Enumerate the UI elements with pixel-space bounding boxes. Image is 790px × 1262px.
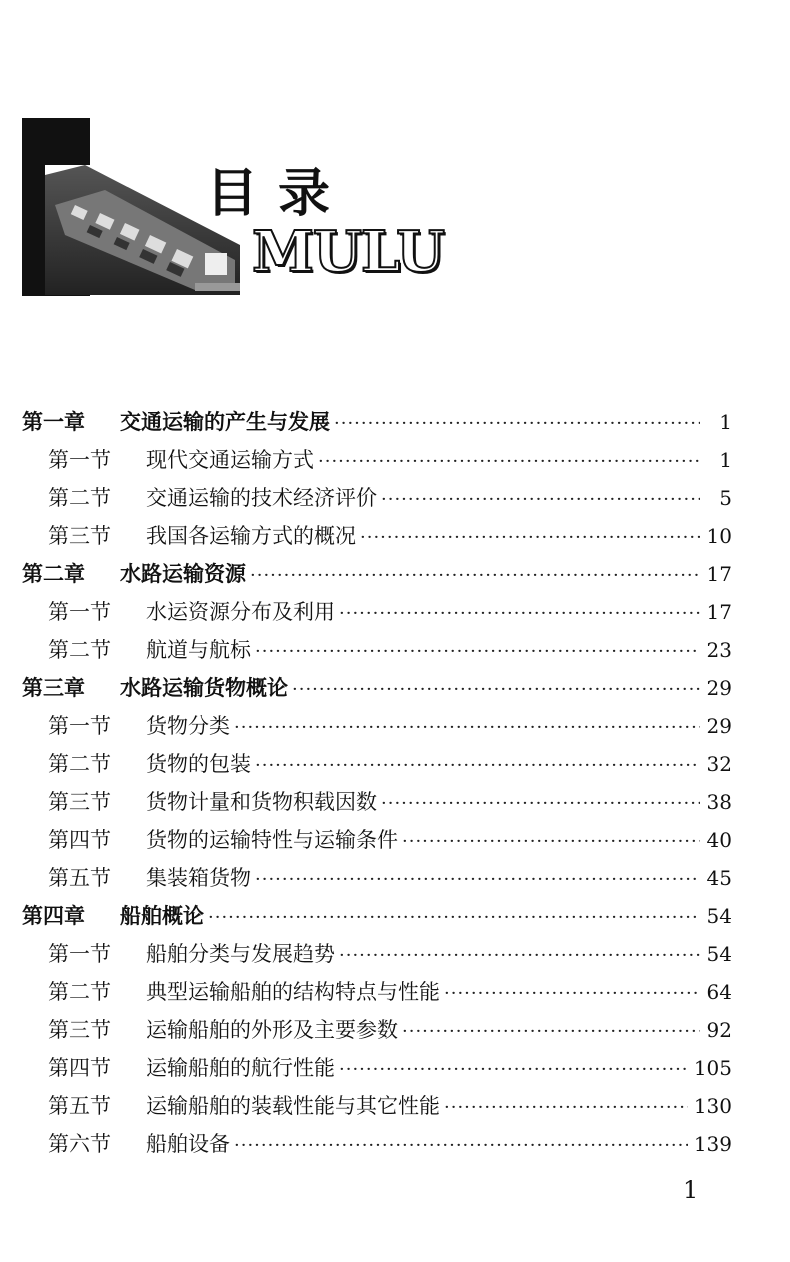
- toc-leader-dots: [255, 861, 700, 899]
- toc-entry-page: 139: [693, 1132, 732, 1156]
- toc-leader-dots: [255, 633, 700, 671]
- toc-section-entry: [22, 1087, 732, 1125]
- toc-entry-page: 23: [706, 638, 732, 662]
- toc-entry-number: 第一章: [22, 410, 85, 434]
- toc-entry-number: 第一节: [48, 600, 111, 624]
- toc-leader-dots: [292, 671, 700, 709]
- toc-entry-title: 运输船舶的外形及主要参数: [146, 1018, 398, 1042]
- toc-entry-page: 54: [706, 942, 732, 966]
- toc-entry-number: 第二节: [48, 638, 111, 662]
- toc-leader-dots: [381, 785, 700, 823]
- toc-leader-dots: [334, 405, 700, 443]
- toc-entry-number: 第三章: [22, 676, 85, 700]
- toc-entry-title: 航道与航标: [146, 638, 251, 662]
- toc-entry-page: 105: [693, 1056, 732, 1080]
- toc-leader-dots: [339, 1051, 688, 1089]
- toc-entry-page: 1: [719, 410, 732, 434]
- toc-section-entry: [22, 479, 732, 517]
- toc-entry-title: 典型运输船舶的结构特点与性能: [146, 980, 440, 1004]
- toc-leader-dots: [255, 747, 700, 785]
- toc-section-entry: [22, 631, 732, 669]
- toc-section-entry: [22, 973, 732, 1011]
- toc-entry-number: 第四节: [48, 828, 111, 852]
- toc-entry-title: 交通运输的技术经济评价: [146, 486, 377, 510]
- toc-entry-number: 第五节: [48, 1094, 111, 1118]
- toc-entry-number: 第三节: [48, 1018, 111, 1042]
- toc-entry-number: 第一节: [48, 942, 111, 966]
- toc-entry-number: 第二章: [22, 562, 85, 586]
- toc-entry-number: 第二节: [48, 752, 111, 776]
- toc-chapter-entry: [22, 897, 732, 935]
- toc-entry-page: 54: [706, 904, 732, 928]
- toc-entry-number: 第一节: [48, 714, 111, 738]
- toc-entry-title: 货物分类: [146, 714, 230, 738]
- toc-entry-number: 第四章: [22, 904, 85, 928]
- toc-leader-dots: [339, 937, 700, 975]
- toc-entry-page: 17: [706, 562, 732, 586]
- toc-leader-dots: [381, 481, 700, 519]
- toc-leader-dots: [234, 1127, 688, 1165]
- toc-entry-number: 第六节: [48, 1132, 111, 1156]
- toc-entry-page: 64: [706, 980, 732, 1004]
- toc-chapter-entry: [22, 403, 732, 441]
- toc-leader-dots: [234, 709, 700, 747]
- toc-entry-page: 130: [693, 1094, 732, 1118]
- toc-entry-page: 17: [706, 600, 732, 624]
- toc-entry-title: 集装箱货物: [146, 866, 251, 890]
- toc-entry-title: 我国各运输方式的概况: [146, 524, 356, 548]
- toc-section-entry: [22, 1125, 732, 1163]
- toc-leader-dots: [444, 1089, 688, 1127]
- toc-entry-title: 水运资源分布及利用: [146, 600, 335, 624]
- toc-leader-dots: [339, 595, 700, 633]
- toc-chapter-entry: [22, 669, 732, 707]
- toc-entry-page: 29: [706, 714, 732, 738]
- toc-entry-title: 运输船舶的装载性能与其它性能: [146, 1094, 440, 1118]
- page-title-chinese: 目录: [206, 164, 351, 224]
- toc-entry-page: 5: [719, 486, 732, 510]
- toc-entry-number: 第二节: [48, 486, 111, 510]
- toc-entry-number: 第五节: [48, 866, 111, 890]
- toc-entry-title: 货物计量和货物积载因数: [146, 790, 377, 814]
- toc-entry-number: 第四节: [48, 1056, 111, 1080]
- toc-entry-page: 10: [706, 524, 732, 548]
- toc-entry-page: 38: [706, 790, 732, 814]
- toc-entry-title: 船舶设备: [146, 1132, 230, 1156]
- toc-section-entry: [22, 517, 732, 555]
- toc-entry-title: 现代交通运输方式: [146, 448, 314, 472]
- toc-section-entry: [22, 1011, 732, 1049]
- toc-leader-dots: [402, 1013, 700, 1051]
- toc-section-entry: [22, 783, 732, 821]
- toc-entry-title: 水路运输货物概论: [120, 676, 288, 700]
- toc-entry-page: 1: [719, 448, 732, 472]
- toc-chapter-entry: [22, 555, 732, 593]
- toc-entry-number: 第三节: [48, 524, 111, 548]
- toc-entry-number: 第三节: [48, 790, 111, 814]
- page-title-pinyin: MULU: [252, 219, 444, 285]
- toc-leader-dots: [402, 823, 700, 861]
- toc-entry-title: 船舶分类与发展趋势: [146, 942, 335, 966]
- page-number: 1: [683, 1176, 699, 1204]
- toc-entry-page: 92: [706, 1018, 732, 1042]
- toc-leader-dots: [444, 975, 700, 1013]
- toc-section-entry: [22, 593, 732, 631]
- toc-leader-dots: [360, 519, 700, 557]
- toc-entry-page: 29: [706, 676, 732, 700]
- toc-entry-page: 40: [706, 828, 732, 852]
- toc-section-entry: [22, 745, 732, 783]
- toc-section-entry: [22, 935, 732, 973]
- toc-leader-dots: [208, 899, 700, 937]
- toc-entry-title: 运输船舶的航行性能: [146, 1056, 335, 1080]
- toc-leader-dots: [250, 557, 700, 595]
- toc-entry-title: 水路运输资源: [120, 562, 246, 586]
- toc-entry-title: 货物的运输特性与运输条件: [146, 828, 398, 852]
- toc-entry-title: 船舶概论: [120, 904, 204, 928]
- toc-section-entry: [22, 859, 732, 897]
- toc-leader-dots: [318, 443, 700, 481]
- toc-entry-number: 第一节: [48, 448, 111, 472]
- toc-section-entry: [22, 441, 732, 479]
- toc-section-entry: [22, 707, 732, 745]
- toc-section-entry: [22, 821, 732, 859]
- toc-entry-title: 交通运输的产生与发展: [120, 410, 330, 434]
- toc-entry-page: 45: [706, 866, 732, 890]
- toc-section-entry: [22, 1049, 732, 1087]
- table-of-contents: [22, 403, 732, 1163]
- toc-entry-number: 第二节: [48, 980, 111, 1004]
- toc-entry-title: 货物的包装: [146, 752, 251, 776]
- toc-entry-page: 32: [706, 752, 732, 776]
